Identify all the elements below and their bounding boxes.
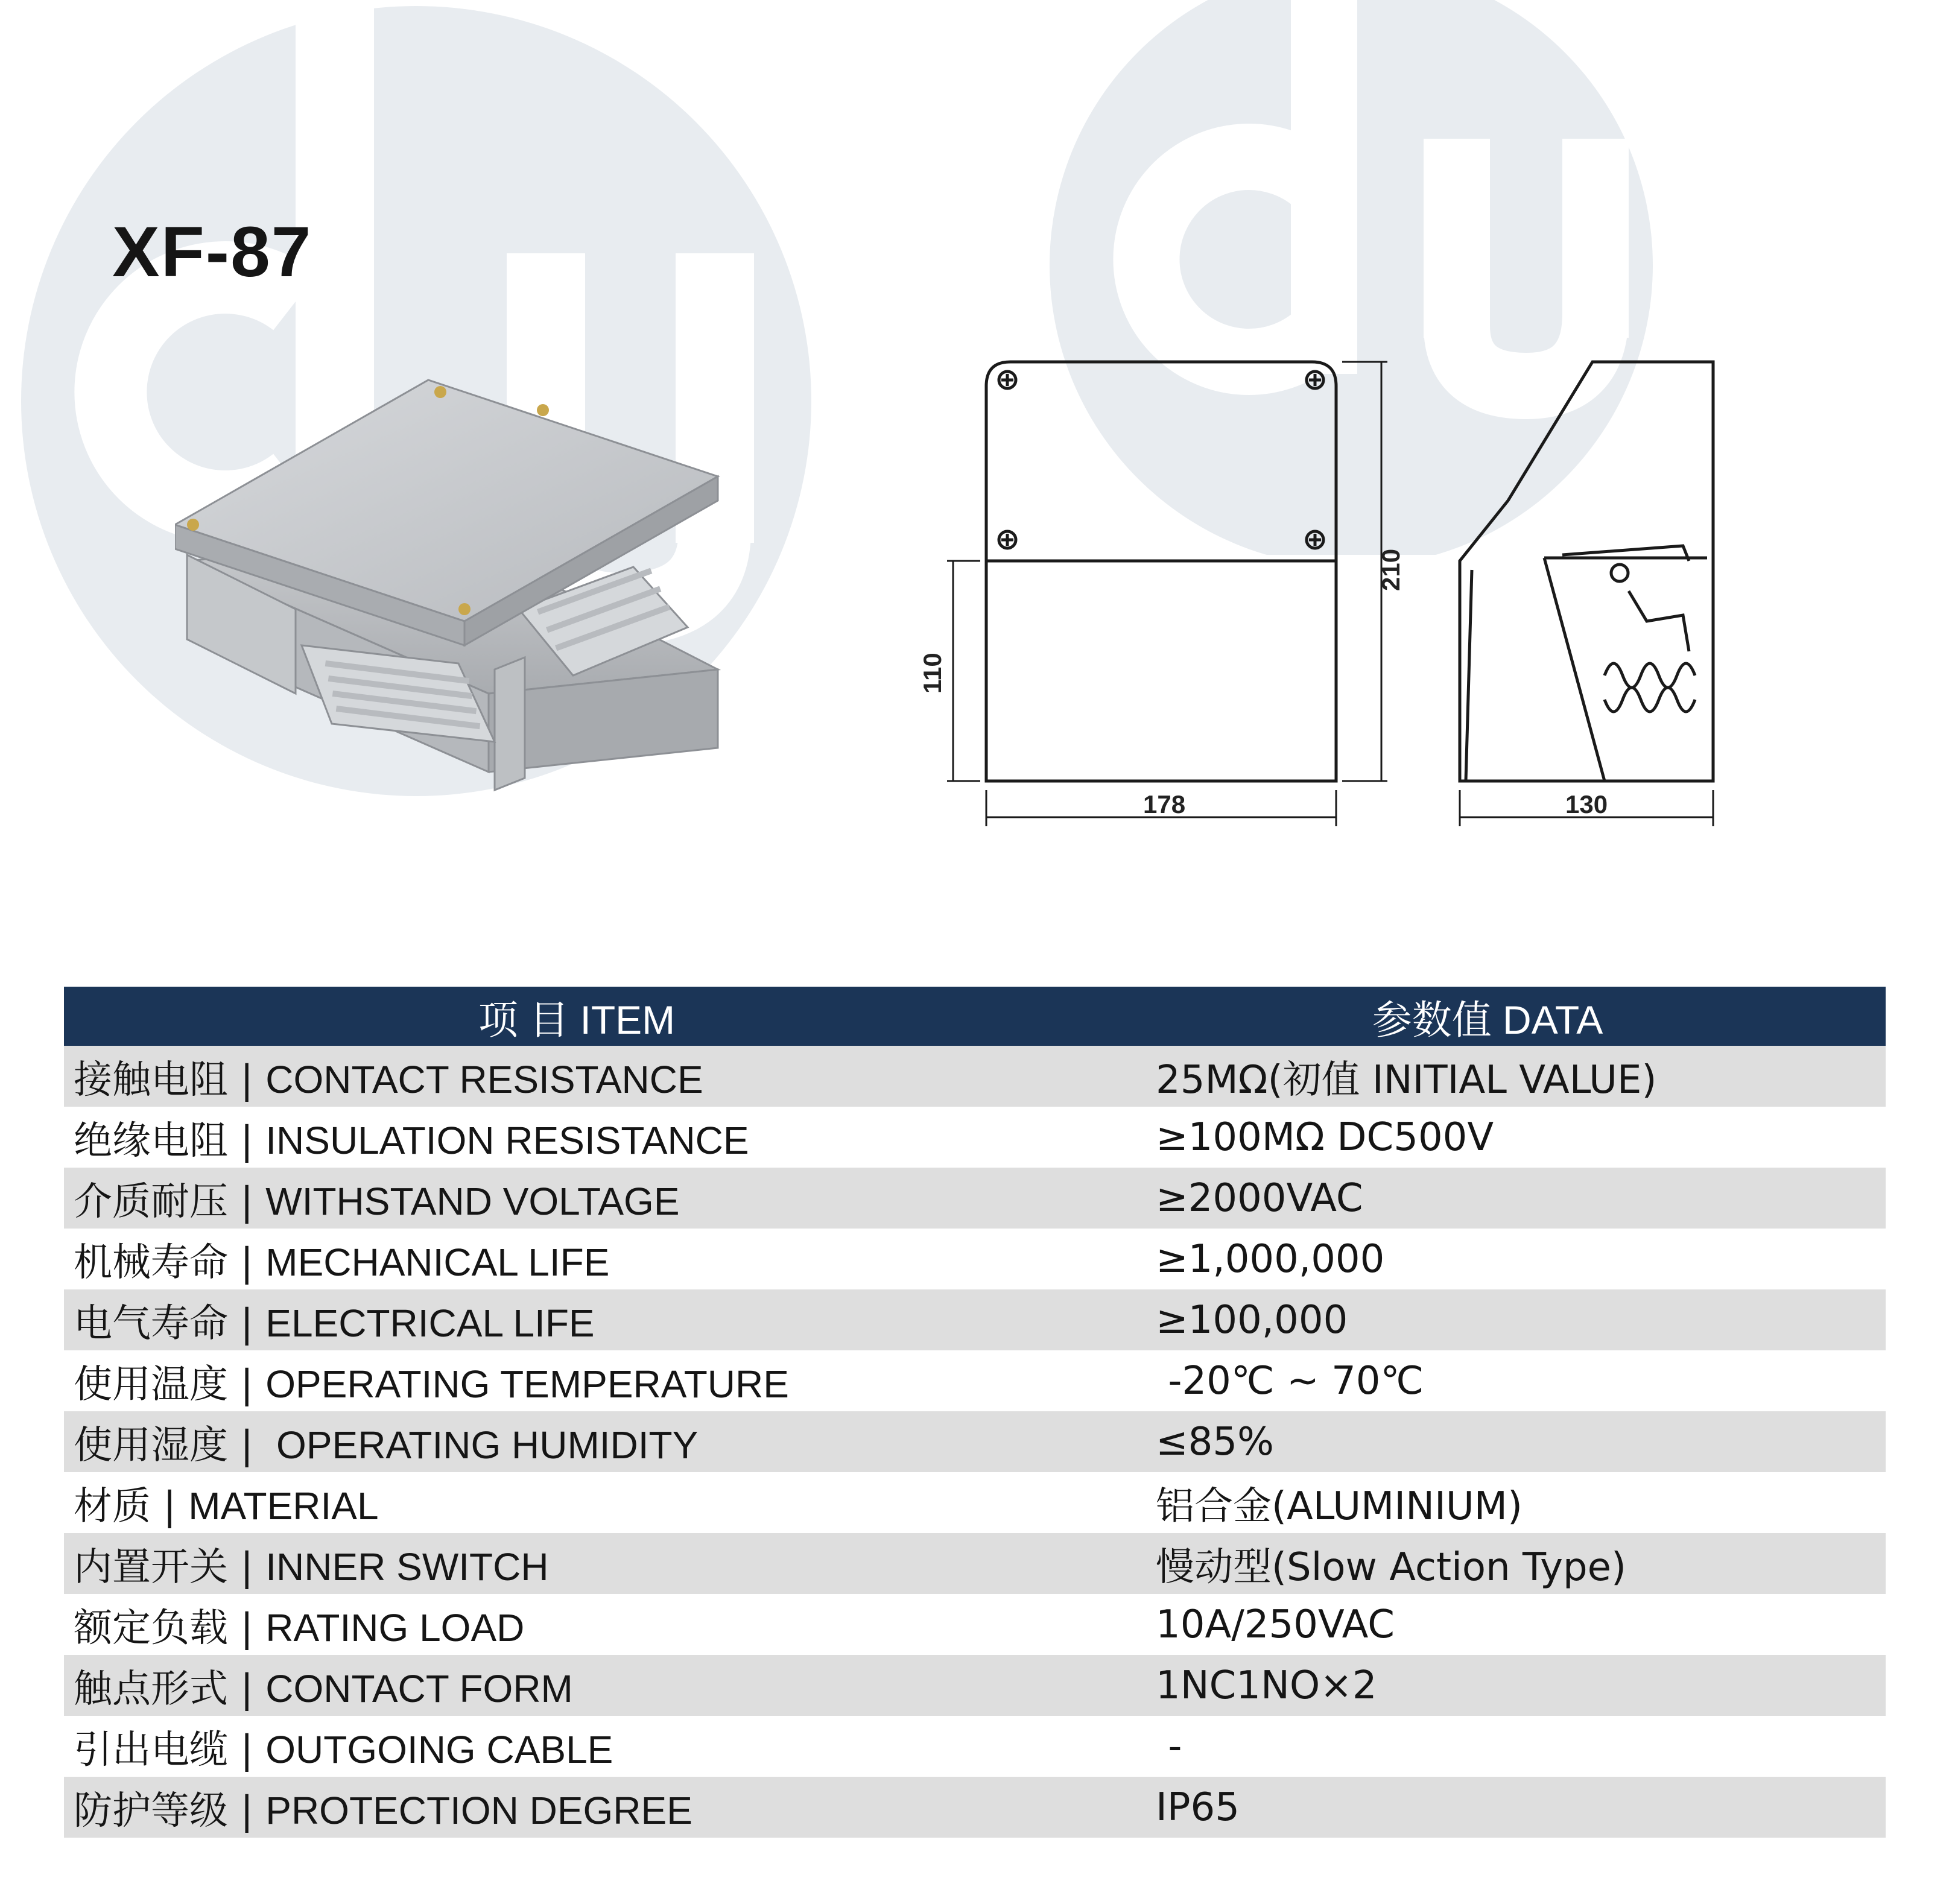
row-data-cell: -20℃ ~ 70℃ xyxy=(1156,1358,1424,1403)
row-item-cell xyxy=(64,1658,1089,1713)
dim-lower-height-label: 110 xyxy=(918,653,946,694)
row-item-separator: | xyxy=(228,1057,266,1102)
row-item-cell xyxy=(64,1780,1089,1835)
table-row xyxy=(64,1655,1886,1716)
table-row xyxy=(64,1168,1886,1229)
row-item-chinese: 防护等级 xyxy=(74,1788,228,1833)
row-item-english: MECHANICAL LIFE xyxy=(265,1240,610,1284)
row-item-english: OUTGOING CABLE xyxy=(265,1727,613,1771)
row-item-separator: | xyxy=(228,1666,266,1712)
row-item-chinese: 介质耐压 xyxy=(74,1179,228,1224)
row-item-separator: | xyxy=(228,1788,266,1833)
row-item-english: CONTACT FORM xyxy=(265,1666,573,1710)
table-row xyxy=(64,1411,1886,1472)
row-item-chinese: 材质 xyxy=(74,1484,151,1529)
table-row xyxy=(64,1107,1886,1168)
row-item-separator: | xyxy=(228,1545,266,1590)
row-data-cell: ≥1,000,000 xyxy=(1156,1236,1385,1282)
row-item-chinese: 绝缘电阻 xyxy=(74,1118,228,1163)
table-row xyxy=(64,1229,1886,1289)
row-item-cell xyxy=(64,1475,1089,1531)
table-row xyxy=(64,1777,1886,1838)
row-item-chinese: 使用湿度 xyxy=(74,1423,228,1468)
row-item-english: PROTECTION DEGREE xyxy=(265,1788,692,1832)
row-data-cell: 25MΩ(初值 INITIAL VALUE) xyxy=(1156,1057,1657,1102)
row-item-english: RATING LOAD xyxy=(265,1605,525,1649)
row-item-english: INSULATION RESISTANCE xyxy=(265,1118,749,1162)
foot-switch-product-image xyxy=(175,356,730,856)
dim-width-label: 178 xyxy=(1143,790,1186,818)
table-row xyxy=(64,1289,1886,1350)
row-item-separator: | xyxy=(228,1362,266,1407)
row-data-cell: IP65 xyxy=(1156,1785,1240,1830)
row-item-cell xyxy=(64,1292,1089,1348)
row-item-separator: | xyxy=(228,1240,266,1285)
row-item-cell xyxy=(64,1232,1089,1287)
row-item-chinese: 内置开关 xyxy=(74,1545,228,1590)
model-title: XF-87 xyxy=(112,212,312,292)
spec-table-body xyxy=(64,1046,1886,1838)
table-row xyxy=(64,1046,1886,1107)
row-item-chinese: 电气寿命 xyxy=(74,1301,228,1346)
row-item-chinese: 机械寿命 xyxy=(74,1240,228,1285)
row-item-cell xyxy=(64,1597,1089,1653)
row-item-cell xyxy=(64,1414,1089,1470)
table-row xyxy=(64,1716,1886,1777)
row-item-english: MATERIAL xyxy=(188,1484,379,1528)
row-item-cell xyxy=(64,1049,1089,1104)
spec-table xyxy=(64,987,1886,1838)
row-data-cell: ≥100,000 xyxy=(1156,1297,1348,1343)
dim-total-height-label: 210 xyxy=(1377,548,1405,591)
row-data-cell: ≥100MΩ DC500V xyxy=(1156,1115,1494,1160)
row-item-separator: | xyxy=(228,1301,266,1346)
technical-drawing xyxy=(905,338,1810,856)
row-item-chinese: 引出电缆 xyxy=(74,1727,228,1773)
table-row xyxy=(64,1533,1886,1594)
row-item-chinese: 接触电阻 xyxy=(74,1057,228,1102)
row-item-separator: | xyxy=(228,1118,266,1163)
row-item-english: INNER SWITCH xyxy=(265,1545,549,1589)
row-item-english: ELECTRICAL LIFE xyxy=(265,1301,595,1345)
row-item-cell xyxy=(64,1110,1089,1165)
row-data-cell: 1NC1NO×2 xyxy=(1156,1663,1377,1708)
row-item-separator: | xyxy=(228,1605,266,1651)
row-data-cell: 10A/250VAC xyxy=(1156,1602,1395,1647)
header-data: 参数值 DATA xyxy=(1372,997,1603,1042)
row-item-chinese: 触点形式 xyxy=(74,1666,228,1712)
row-data-cell: 慢动型(Slow Action Type) xyxy=(1156,1545,1626,1590)
screw-icon xyxy=(999,372,1323,548)
row-data-cell: ≥2000VAC xyxy=(1156,1175,1363,1221)
row-item-cell xyxy=(64,1171,1089,1226)
row-item-cell xyxy=(64,1719,1089,1774)
dim-depth-label: 130 xyxy=(1565,790,1608,818)
header-item: 项 目 ITEM xyxy=(478,997,676,1042)
row-item-english: OPERATING HUMIDITY xyxy=(265,1423,699,1467)
spec-table-header xyxy=(64,987,1886,1046)
row-item-english: CONTACT RESISTANCE xyxy=(265,1057,703,1101)
row-item-separator: | xyxy=(228,1423,266,1468)
row-item-english: WITHSTAND VOLTAGE xyxy=(265,1179,680,1223)
table-row xyxy=(64,1594,1886,1655)
row-item-separator: | xyxy=(228,1727,266,1773)
row-item-cell xyxy=(64,1536,1089,1592)
row-data-cell: 铝合金(ALUMINIUM) xyxy=(1156,1484,1523,1529)
row-item-cell xyxy=(64,1353,1089,1409)
row-item-english: OPERATING TEMPERATURE xyxy=(265,1362,789,1406)
row-item-chinese: 额定负载 xyxy=(74,1605,228,1651)
row-item-chinese: 使用温度 xyxy=(74,1362,228,1407)
row-data-cell: - xyxy=(1156,1724,1182,1769)
table-row xyxy=(64,1350,1886,1411)
row-data-cell: ≤85% xyxy=(1156,1419,1274,1464)
row-item-separator: | xyxy=(228,1179,266,1224)
row-item-separator: | xyxy=(151,1484,189,1529)
table-row xyxy=(64,1472,1886,1533)
